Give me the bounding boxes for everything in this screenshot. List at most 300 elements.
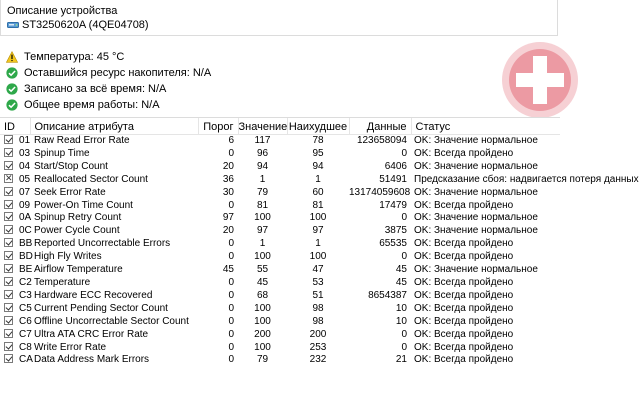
table-row[interactable] [0, 251, 560, 264]
table-row[interactable] [0, 135, 560, 148]
cell-data [349, 303, 411, 316]
cell-value-text: 100 [254, 251, 271, 263]
cell-threshold [198, 264, 238, 277]
cell-threshold [198, 316, 238, 329]
cell-status [411, 264, 560, 277]
cell-description-text: Data Address Mark Errors [34, 354, 150, 366]
cell-id-text: 0C [19, 225, 32, 237]
cell-worst-text: 97 [312, 225, 324, 237]
cell-id-text: 01 [19, 135, 31, 146]
cell-value-text: 200 [254, 328, 271, 340]
status-summary [0, 48, 560, 116]
cell-data-text: 6406 [384, 160, 407, 172]
table-row[interactable] [0, 148, 560, 161]
cell-threshold-text: 0 [228, 315, 234, 327]
cell-description [30, 238, 198, 251]
cell-status [411, 135, 560, 148]
cell-data-text: 45 [395, 276, 407, 288]
cell-data [349, 342, 411, 355]
cell-threshold [198, 174, 238, 187]
cell-worst [287, 316, 349, 329]
cell-description [30, 161, 198, 174]
cell-threshold [198, 354, 238, 367]
ok-mark-icon [4, 212, 13, 221]
cell-value [238, 342, 287, 355]
cell-status-text: OK: Значение нормальное [414, 212, 538, 224]
cell-worst-text: 253 [309, 341, 327, 353]
cell-description-text: Power Cycle Count [34, 225, 120, 237]
cell-worst [287, 135, 349, 148]
cell-description [30, 316, 198, 329]
cell-data [349, 174, 411, 187]
cell-value [238, 200, 287, 213]
cell-id [0, 174, 30, 187]
cell-worst-text: 100 [309, 212, 327, 224]
cell-value [238, 329, 287, 342]
cell-description-text: Seek Error Rate [34, 186, 106, 198]
cell-data-text: 3875 [384, 225, 407, 237]
cell-description-text: Airflow Temperature [34, 264, 123, 276]
cell-id [0, 200, 30, 213]
cell-status-text: OK: Всегда пройдено [414, 302, 514, 314]
cell-status [411, 342, 560, 355]
cell-data-text: 0 [401, 328, 407, 340]
cell-description-text: Raw Read Error Rate [34, 135, 130, 146]
cell-data-text: 0 [401, 341, 407, 353]
cell-threshold-text: 20 [222, 160, 234, 172]
cell-worst [287, 200, 349, 213]
cell-worst-text: 94 [312, 160, 324, 172]
cell-data-text: 17479 [379, 199, 407, 211]
cell-value [238, 316, 287, 329]
cell-description-text: Power-On Time Count [34, 199, 133, 211]
cell-data [349, 238, 411, 251]
cell-data-text: 65535 [379, 238, 407, 250]
cell-value-text: 68 [256, 289, 269, 301]
table-row[interactable] [0, 238, 560, 251]
cell-worst-text: 1 [315, 238, 321, 250]
cell-status-text: OK: Значение нормальное [414, 225, 538, 237]
cell-id-text: C3 [19, 289, 32, 301]
cell-worst [287, 329, 349, 342]
cell-status [411, 277, 560, 290]
device-name: ST3250620A (4QE04708) [22, 19, 149, 31]
table-row[interactable] [0, 342, 560, 355]
cell-threshold [198, 135, 238, 148]
cell-threshold-text: 0 [228, 354, 234, 366]
cell-id [0, 225, 30, 238]
cell-description-text: Temperature [34, 276, 91, 288]
cell-threshold [198, 290, 238, 303]
cell-value-text: 100 [254, 341, 271, 353]
cell-data-text: 123658094 [356, 135, 407, 146]
ok-mark-icon [4, 135, 13, 144]
cell-worst [287, 354, 349, 367]
cell-worst [287, 187, 349, 200]
cell-worst [287, 264, 349, 277]
cell-worst-text: 95 [312, 147, 324, 159]
cell-id [0, 290, 30, 303]
cell-description-text: Spinup Retry Count [34, 212, 122, 224]
remaining-resource-text: Оставшийся ресурс накопителя: N/A [24, 67, 212, 79]
cell-id [0, 212, 30, 225]
cell-description [30, 277, 198, 290]
cell-threshold-text: 0 [228, 302, 234, 314]
cell-data-text: 51491 [379, 173, 407, 185]
smart-attributes-table[interactable] [0, 117, 639, 419]
cell-worst-text: 100 [309, 251, 327, 263]
cell-status-text: OK: Значение нормальное [414, 264, 538, 276]
cell-status [411, 238, 560, 251]
cell-threshold [198, 187, 238, 200]
cell-description [30, 342, 198, 355]
uptime-status [6, 97, 160, 113]
cell-description [30, 251, 198, 264]
cell-value-text: 97 [256, 225, 269, 237]
ok-mark-icon [4, 277, 13, 286]
cell-worst [287, 251, 349, 264]
cell-description-text: Reported Uncorrectable Errors [34, 238, 171, 250]
cell-threshold-text: 36 [222, 173, 234, 185]
cell-threshold-text: 0 [228, 147, 234, 159]
cell-threshold [198, 225, 238, 238]
cell-id [0, 264, 33, 277]
cell-status-text: OK: Всегда пройдено [414, 147, 514, 159]
cell-id [0, 303, 30, 316]
cell-data-text: 0 [401, 147, 407, 159]
cell-data [349, 225, 411, 238]
cell-value [238, 264, 287, 277]
cell-value-text: 45 [256, 276, 269, 288]
column-header-description[interactable]: Описание атрибута [30, 118, 198, 135]
cell-threshold-text: 45 [222, 264, 234, 276]
cell-status-text: OK: Всегда пройдено [414, 251, 514, 263]
ok-mark-icon [4, 264, 13, 273]
cell-data-text: 0 [401, 251, 407, 263]
table-row[interactable] [0, 161, 560, 174]
cell-id [0, 135, 30, 148]
cell-threshold [198, 161, 238, 174]
cell-id [0, 342, 30, 355]
cell-threshold-text: 6 [228, 135, 234, 146]
cell-data-text: 10 [395, 302, 407, 314]
cell-status-text: OK: Всегда пройдено [414, 289, 514, 301]
cell-threshold-text: 97 [222, 212, 234, 224]
cell-data-text: 10 [395, 315, 407, 327]
cell-status-text: OK: Всегда пройдено [414, 341, 514, 353]
cell-value-text: 100 [254, 315, 271, 327]
cell-data-text: 13174059608 [349, 186, 411, 198]
cell-id-text: 07 [19, 186, 31, 198]
cell-value-text: 79 [256, 186, 269, 198]
cell-data-text: 0 [401, 212, 407, 224]
cell-data [349, 200, 411, 213]
ok-mark-icon [4, 161, 13, 170]
cell-id-text: BE [19, 264, 33, 276]
cell-data [349, 277, 411, 290]
cell-description [30, 329, 198, 342]
cell-worst-text: 60 [312, 186, 324, 198]
cell-value [238, 251, 287, 264]
table-row[interactable] [0, 290, 560, 303]
cell-data [349, 187, 411, 200]
device-description-group [0, 0, 558, 36]
ok-mark-icon [4, 354, 13, 363]
cell-value-text: 79 [256, 354, 269, 366]
cell-id-text: 04 [19, 160, 31, 172]
table-row[interactable] [0, 277, 560, 290]
cell-value [238, 148, 287, 161]
cell-data-text: 45 [395, 264, 407, 276]
cell-data [349, 135, 411, 148]
cell-worst-text: 53 [312, 276, 324, 288]
hdd-icon [7, 20, 19, 30]
cell-description [30, 290, 198, 303]
cell-value [238, 290, 287, 303]
cell-value [238, 187, 287, 200]
cell-value-text: 100 [254, 302, 271, 314]
cell-threshold-text: 20 [222, 225, 234, 237]
table-row[interactable] [0, 354, 560, 367]
cell-description-text: Current Pending Sector Count [34, 302, 168, 314]
cell-status-text: OK: Всегда пройдено [414, 199, 514, 211]
cell-threshold-text: 0 [228, 289, 234, 301]
cell-description-text: High Fly Writes [34, 251, 102, 263]
column-header-value[interactable]: Значение [238, 118, 287, 135]
ok-mark-icon [4, 187, 13, 196]
cell-threshold [198, 148, 238, 161]
cell-value [238, 354, 287, 367]
temperature-status [6, 49, 124, 65]
cell-data [349, 264, 411, 277]
cell-threshold-text: 30 [222, 186, 234, 198]
cell-id-text: CA [19, 354, 33, 366]
cell-value-text: 1 [259, 173, 266, 185]
cell-id-text: 03 [19, 147, 31, 159]
cell-data-text: 8654387 [368, 289, 407, 301]
cell-worst [287, 277, 349, 290]
cell-value [238, 238, 287, 251]
table-row[interactable] [0, 303, 560, 316]
cell-description [30, 212, 198, 225]
total-written-text: Записано за всё время: N/A [24, 83, 167, 95]
cell-description-text: Start/Stop Count [34, 160, 108, 172]
device-item[interactable] [7, 19, 149, 31]
cell-worst-text: 47 [312, 264, 324, 276]
ok-mark-icon [4, 200, 13, 209]
cell-status [411, 200, 560, 213]
cell-worst-text: 98 [312, 315, 324, 327]
cell-status [411, 316, 560, 329]
cell-value [238, 277, 287, 290]
cell-threshold-text: 0 [228, 276, 234, 288]
cell-status-text: OK: Всегда пройдено [414, 238, 514, 250]
cell-threshold [198, 342, 238, 355]
cell-status [411, 290, 560, 303]
cell-id [0, 277, 30, 290]
red-cross-icon [500, 40, 580, 120]
cell-id [0, 316, 30, 329]
cell-worst-text: 232 [309, 354, 327, 366]
cell-description [30, 135, 198, 148]
table-row[interactable] [0, 329, 560, 342]
cell-worst [287, 238, 349, 251]
cell-value [238, 303, 287, 316]
cell-id [0, 148, 30, 161]
cell-id-text: C8 [19, 341, 32, 353]
cell-id-text: C7 [19, 328, 32, 340]
total-written-status [6, 81, 166, 97]
cell-description-text: Hardware ECC Recovered [34, 289, 153, 301]
table-row[interactable] [0, 174, 560, 187]
cell-description [30, 354, 198, 367]
cell-status-text: OK: Значение нормальное [414, 160, 538, 172]
cell-data [349, 290, 411, 303]
cell-value-text: 94 [256, 160, 269, 172]
cell-value-text: 100 [254, 212, 271, 224]
cell-worst-text: 81 [312, 199, 324, 211]
cell-threshold [198, 303, 238, 316]
cell-threshold-text: 0 [228, 341, 234, 353]
cell-status [411, 173, 639, 187]
cell-value [238, 225, 287, 238]
cell-status [411, 303, 560, 316]
cell-value [238, 161, 287, 174]
cell-worst [287, 148, 349, 161]
cell-worst-text: 51 [312, 289, 324, 301]
cell-id-text: 0A [19, 212, 32, 224]
table-row[interactable] [0, 187, 560, 200]
ok-mark-icon [4, 251, 13, 260]
cell-worst [287, 225, 349, 238]
table-row[interactable] [0, 225, 560, 238]
cell-status-text: OK: Значение нормальное [414, 135, 538, 146]
cell-value-text: 117 [254, 135, 271, 146]
warning-mark-icon [4, 316, 13, 325]
cell-status-text: OK: Всегда пройдено [414, 328, 514, 340]
cell-status [411, 187, 560, 200]
cell-value-text: 1 [259, 238, 266, 250]
table-row[interactable] [0, 316, 560, 329]
cell-status [411, 161, 560, 174]
failed-mark-icon [4, 174, 13, 183]
cell-worst [287, 303, 349, 316]
cell-description [30, 200, 198, 213]
cell-threshold-text: 0 [228, 251, 234, 263]
cell-worst-text: 78 [312, 135, 324, 146]
ok-circle-icon [6, 67, 18, 79]
table-row[interactable] [0, 264, 560, 277]
cell-worst [287, 290, 349, 303]
ok-mark-icon [4, 290, 13, 299]
cell-status [411, 212, 560, 225]
cell-value [238, 212, 287, 225]
cell-description [30, 187, 198, 200]
cell-data [349, 212, 411, 225]
cell-worst-text: 200 [309, 328, 327, 340]
cell-status [411, 251, 560, 264]
uptime-text: Общее время работы: N/A [24, 99, 160, 111]
column-header-data[interactable]: Данные [349, 118, 411, 135]
cell-description [30, 303, 198, 316]
table-header [0, 118, 560, 135]
cell-threshold [198, 277, 238, 290]
cell-id-text: 09 [19, 199, 31, 211]
cell-data [349, 329, 411, 342]
column-header-status[interactable]: Статус [411, 118, 560, 135]
cell-status-text: OK: Всегда пройдено [414, 276, 514, 288]
cell-id-text: C2 [19, 276, 32, 288]
cell-worst [287, 212, 349, 225]
warning-mark-icon [4, 303, 13, 312]
column-header-id[interactable]: ID [0, 118, 30, 135]
cell-id [0, 187, 30, 200]
table-row[interactable] [0, 212, 560, 225]
cell-data [349, 354, 411, 367]
cell-id-text: BD [19, 251, 33, 263]
cell-threshold-text: 0 [228, 238, 234, 250]
cell-id [0, 238, 33, 251]
group-title: Описание устройства [7, 5, 118, 17]
cell-threshold [198, 251, 238, 264]
temperature-text: Температура: 45 °C [24, 51, 125, 63]
warning-icon [6, 51, 18, 63]
cell-status-text: OK: Всегда пройдено [414, 354, 514, 366]
cell-worst-text: 98 [312, 302, 324, 314]
cell-status [411, 354, 560, 367]
cell-status-text: Предсказание сбоя: надвигается потеря данных [414, 173, 639, 185]
ok-mark-icon [4, 238, 13, 247]
cell-id-text: 05 [19, 173, 31, 185]
cell-value-text: 81 [256, 199, 269, 211]
cell-data [349, 251, 411, 264]
cell-status [411, 148, 560, 161]
cell-description-text: Offline Uncorrectable Sector Count [34, 315, 189, 327]
cell-id-text: BB [19, 238, 33, 250]
cell-worst-text: 1 [315, 173, 321, 185]
cell-data [349, 148, 411, 161]
cell-threshold-text: 0 [228, 199, 234, 211]
ok-mark-icon [4, 342, 13, 351]
cell-description [30, 264, 198, 277]
ok-mark-icon [4, 148, 13, 157]
cell-value-text: 96 [256, 147, 269, 159]
cell-threshold-text: 0 [228, 328, 234, 340]
cell-worst [287, 161, 349, 174]
cell-value-text: 55 [256, 264, 269, 276]
column-header-threshold[interactable]: Порог [198, 118, 238, 135]
cell-status-text: OK: Всегда пройдено [414, 315, 514, 327]
cell-status [411, 225, 560, 238]
remaining-resource-status [6, 65, 211, 81]
cell-id-text: C5 [19, 302, 32, 314]
table-row[interactable] [0, 200, 560, 213]
cell-description-text: Write Error Rate [34, 341, 107, 353]
cell-threshold [198, 212, 238, 225]
ok-circle-icon [6, 83, 18, 95]
column-header-worst[interactable]: Наихудшее [287, 118, 349, 135]
ok-circle-icon [6, 99, 18, 111]
cell-threshold [198, 200, 238, 213]
cell-id-text: C6 [19, 315, 32, 327]
cell-threshold [198, 238, 238, 251]
cell-data [349, 161, 411, 174]
cell-description-text: Spinup Time [34, 147, 90, 159]
cell-description-text: Reallocated Sector Count [34, 173, 148, 185]
cell-id [0, 354, 33, 367]
cell-description [30, 174, 198, 187]
cell-status-text: OK: Значение нормальное [414, 186, 538, 198]
